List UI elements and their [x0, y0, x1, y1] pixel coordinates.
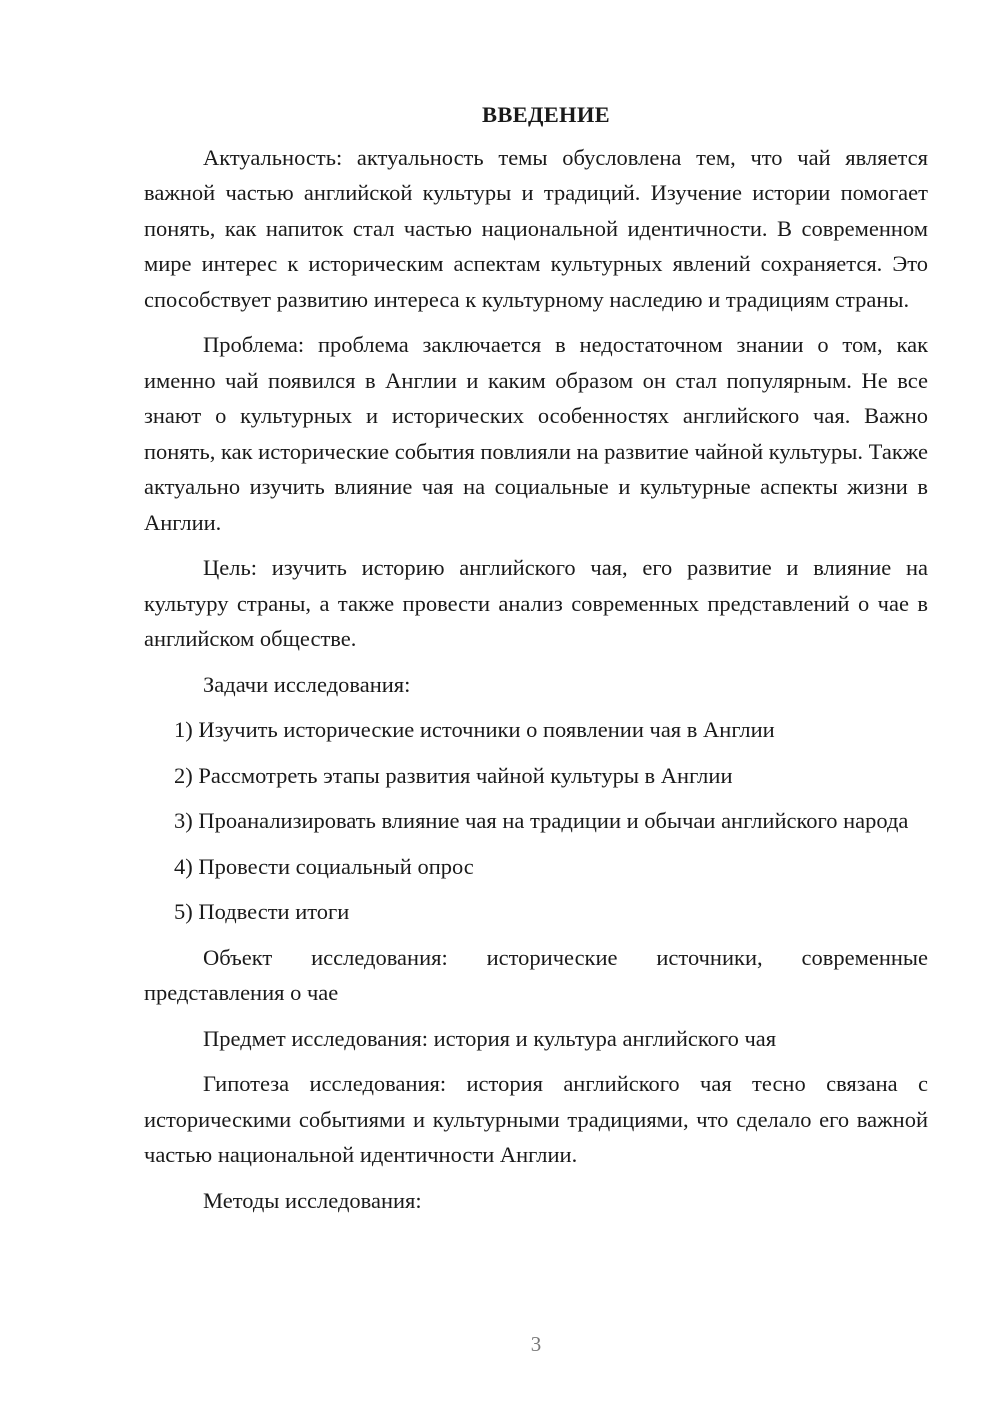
object-paragraph: Объект исследования: исторические источники, современные представления о чае	[144, 944, 928, 1005]
relevance-paragraph: Актуальность: актуальность темы обусловлена тем, что чай является важной частью английской культуры и традиций. Изучение истории помогает понять, как напиток стал частью национальной идентичности. В современном мире интерес к историческим аспектам культурных явлений сохраняется. Это способствует развитию интереса к культурному наследию и традициям страны.	[144, 144, 928, 312]
task-item: 3) Проанализировать влияние чая на традиции и обычаи английского народа	[174, 808, 909, 833]
tasks-heading: Задачи исследования:	[203, 671, 411, 697]
hypothesis-paragraph: Гипотеза исследования: история английского чая тесно связана с историческими событиями и культурными традициями, что сделало его важной частью национальной идентичности Англии.	[144, 1071, 928, 1167]
task-item: 4) Провести социальный опрос	[174, 853, 474, 879]
page-number: 3	[530, 1332, 542, 1356]
problem-paragraph: Проблема: проблема заключается в недостаточном знании о том, как именно чай появился в Англии и каким образом он стал популярным. Не все знают о культурных и исторических особенностях английского чая. Важно понять, как исторические события повлияли на развитие чайной культуры. Также актуально изучить влияние чая на социальные и культурные аспекты жизни в Англии.	[144, 332, 928, 535]
page-content	[144, 97, 928, 1228]
task-item: 1) Изучить исторические источники о появлении чая в Англии	[174, 717, 775, 742]
page-title: ВВЕДЕНИЕ	[482, 102, 610, 127]
task-item: 5) Подвести итоги	[174, 899, 350, 924]
subject-paragraph: Предмет исследования: история и культура английского чая	[203, 1025, 777, 1051]
methods-heading: Методы исследования:	[203, 1187, 422, 1213]
goal-paragraph: Цель: изучить историю английского чая, его развитие и влияние на культуру страны, а также провести анализ современных представлений о чае в английском обществе.	[144, 555, 928, 651]
task-item: 2) Рассмотреть этапы развития чайной культуры в Англии	[174, 762, 733, 788]
